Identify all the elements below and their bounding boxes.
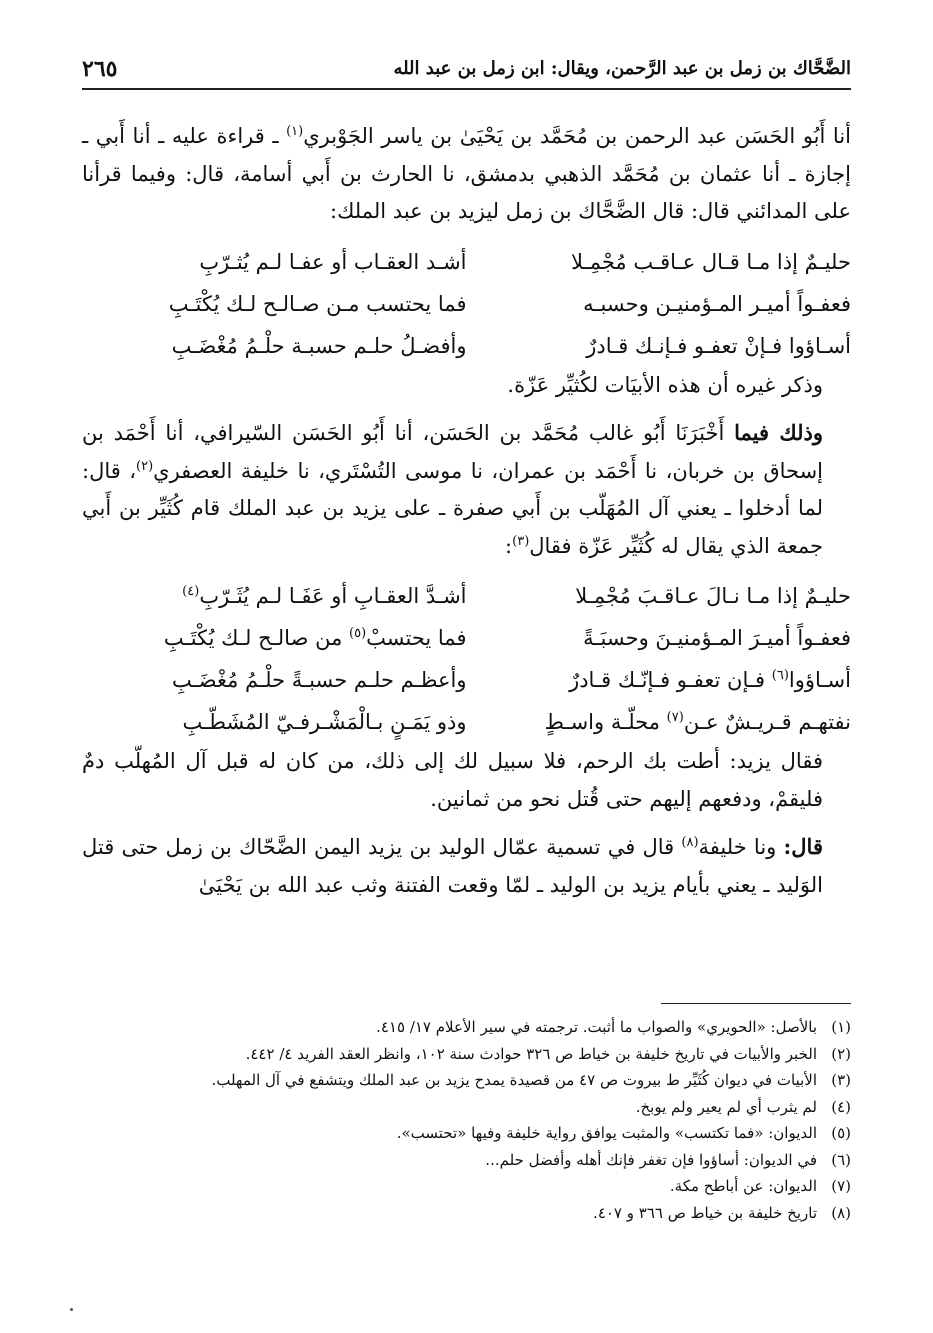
- footnote-number: (٦): [831, 1150, 851, 1169]
- verse-line: [82, 617, 851, 659]
- verse-hemistich-right: حليـمٌ إذا مـا قـال عـاقـب مُجْمِـلا: [571, 249, 851, 274]
- footnote-number: (٨): [831, 1203, 851, 1222]
- footnote-number: (٣): [831, 1071, 851, 1089]
- verse-line: [82, 701, 851, 743]
- verse-hemistich-right: فعفـواً أميـرَ المـؤمنيـنَ وحسبَـةً: [583, 626, 851, 650]
- verse-hemistich-left: وأفضـلُ حلـم حسبـة حلْـمُ مُغْضَـبِ: [171, 333, 467, 358]
- para5-lead: قال:: [783, 834, 823, 859]
- footnote-item: [82, 1200, 851, 1227]
- paragraph-isnad-1: [82, 118, 851, 231]
- footnote-item: [82, 1041, 851, 1068]
- footnote-text: في الديوان: أساؤوا فإن تغفر فإنك أهله وأفضل حلم...: [485, 1150, 817, 1169]
- footnote-rule: [661, 1003, 851, 1004]
- paragraph-yazid-reply: فقال يزيد: أطت بك الرحم، فلا سبيل لك إلى ذلك، من كان له قبل آل المُهلّب دمٌ فليقمْ، ودفعهم إليهم حتى قُتل نحو من ثمانين.: [82, 749, 823, 811]
- para5-text-b: قال في تسمية عمّال الوليد بن يزيد اليمن الضَّحّاك بن زمل حتى قتل الوَليد ـ يعني بأيام يزيد بن الوليد ـ لمّا وقعت الفتنة وثب عبد الله بن يَحْيَىٰ: [82, 835, 823, 897]
- verse-text: محلّـة واسـطٍ: [544, 710, 667, 734]
- para3-lead: وذلك فيما: [734, 420, 823, 445]
- verse-text: أشـدَّ العقـابِ أو عَفَـا لـم يُثَـرّبِ: [199, 584, 467, 608]
- verse-hemistich-left: [82, 617, 467, 659]
- verse-line: [82, 283, 851, 325]
- footnote-text: بالأصل: «الحويري» والصواب ما أثبت. ترجمته في سير الأعلام ١٧/ ٤١٥.: [376, 1018, 817, 1036]
- verse-line: [82, 325, 851, 367]
- footnote-ref-7[interactable]: (٧): [666, 710, 684, 725]
- verse-hemistich-right: حليـمٌ إذا مـا نـالَ عـاقـبَ مُجْمِـلا: [575, 584, 851, 608]
- para5-text-a: ونا خليفة: [698, 835, 784, 859]
- footnote-text: تاريخ خليفة بن خياط ص ٣٦٦ و ٤٠٧.: [593, 1203, 817, 1222]
- verse-hemistich-right: أسـاؤوا فـإنْ تعفـو فـإنـك قـادرٌ: [586, 333, 851, 358]
- footnote-ref-5[interactable]: (٥): [349, 626, 367, 641]
- para1-rest: ـ قراءة عليه ـ أنا أَبي ـ إجازة ـ أنا عثمان بن مُحَمَّد الذهبي بدمشق، نا الحارث بن أَبي أسامة، قال: وفيما قرأنا على المدائني قال: قال الضَّحَّاك بن زمل ليزيد بن عبد الملك:: [82, 124, 851, 223]
- footnote-text: الديوان: عن أباطح مكة.: [669, 1177, 817, 1195]
- verse-line: [82, 241, 851, 283]
- footnotes: [82, 1003, 851, 1226]
- verse-text: فما يحتسبْ: [366, 626, 467, 650]
- footnote-item: [82, 1147, 851, 1174]
- para3-text-c: :: [505, 533, 513, 558]
- footnote-number: (٢): [831, 1044, 851, 1063]
- footnote-number: (١): [831, 1018, 851, 1036]
- para3-text-b: ، قال: لما أدخلوا ـ يعني آل المُهَلّب بن أَبي صفرة ـ على يزيد بن عبد الملك قام كُثَيِّر بن أَبي جمعة الذي يقال له كُثَيِّر عَزّة فقال: [82, 458, 823, 558]
- running-title: الضَّحَّاك بن زمل بن عبد الرَّحمن، ويقال: ابن زمل بن عبد الله: [393, 58, 851, 79]
- paragraph-khalifa: [82, 828, 851, 904]
- verse-hemistich-right: فعفـواً أميـر المـؤمنيـن وحسبـه: [583, 291, 851, 316]
- footnote-ref-1[interactable]: (١): [286, 124, 304, 139]
- paragraph-isnad-2: [82, 414, 851, 565]
- footnote-ref-2[interactable]: (٢): [136, 458, 154, 474]
- page-header: [82, 50, 851, 90]
- verse-hemistich-right: [497, 701, 851, 743]
- verse-hemistich-right: [497, 659, 851, 701]
- footnote-item: [82, 1120, 851, 1147]
- page-number: ٢٦٥: [82, 56, 118, 82]
- footnote-text: لم يثرب أي لم يعير ولم يوبخ.: [635, 1097, 817, 1116]
- para3-text-a: أَخْبَرَنَا أَبُو غالب مُحَمَّد بن الحَسَن، أنا أَبُو الحَسَن السّيرافي، أنا أَحْمَد بن إسحاق بن خربان، نا أَحْمَد بن عمران، نا موسى التُسْتَري، نا خليفة العصفري: [82, 421, 823, 483]
- verse-line: [82, 659, 851, 701]
- footnote-item: [82, 1067, 851, 1094]
- verse-line: [82, 575, 851, 617]
- footnote-item: [82, 1173, 851, 1200]
- footnote-ref-4[interactable]: (٤): [182, 584, 200, 599]
- verse-text: من صالـح لـك يُكْتَـبِ: [163, 626, 349, 650]
- footnote-number: (٤): [831, 1097, 851, 1116]
- verse-hemistich-left: وذو يَمَـنٍ بـالْمَشْـرفـيّ المُشَطّـبِ: [182, 710, 467, 734]
- footnote-text: الخبر والأبيات في تاريخ خليفة بن خياط ص ٣٢٦ حوادث سنة ١٠٢، وانظر العقد الفريد ٤/ ٤٤٢.: [245, 1044, 817, 1063]
- footnote-ref-6[interactable]: (٦): [771, 668, 789, 683]
- footnote-item: [82, 1094, 851, 1121]
- footnote-text: الديوان: «فما تكتسب» والمثبت يوافق رواية خليفة وفيها «تحتسب».: [396, 1124, 817, 1142]
- verse-text: نفتهـم قـريـشٌ عـن: [683, 710, 851, 734]
- footnote-item: [82, 1014, 851, 1041]
- verse-hemistich-left: فما يحتسب مـن صـالـح لـك يُكْتَـبِ: [168, 291, 467, 316]
- footnote-number: (٥): [831, 1124, 851, 1142]
- footnote-ref-8[interactable]: (٨): [681, 835, 699, 850]
- footnote-number: (٧): [831, 1177, 851, 1195]
- main-text: [82, 118, 851, 904]
- scan-speck: [70, 1308, 73, 1311]
- verse-hemistich-left: أشـد العقـاب أو عفـا لـم يُثـرّبِ: [199, 249, 467, 274]
- para1-text: أنا أَبُو الحَسَن عبد الرحمن بن مُحَمَّد بن يَحْيَىٰ بن ياسر الجَوْبري: [303, 124, 852, 148]
- verse-hemistich-left: [82, 575, 467, 617]
- verse-block-2: [82, 575, 851, 743]
- verse-block-1: [82, 241, 851, 367]
- verse-text: فـإن تعفـو فـإنّـك قـادرٌ: [569, 668, 772, 692]
- header-rule: [82, 88, 851, 90]
- verse-hemistich-left: وأعظـم حلـم حسبـةً حلْـمُ مُغْضَـبِ: [171, 668, 467, 692]
- footnote-text: الأبيات في ديوان كُثَيِّر ط بيروت ص ٤٧ من قصيدة يمدح يزيد بن عبد الملك ويتشفع في آل المهلب.: [211, 1071, 817, 1089]
- footnote-ref-3[interactable]: (٣): [512, 533, 530, 549]
- paragraph-attribution: وذكر غيره أن هذه الأبيَات لكُثيِّر عَزّة.: [507, 372, 823, 397]
- verse-text: أسـاؤوا: [788, 668, 851, 692]
